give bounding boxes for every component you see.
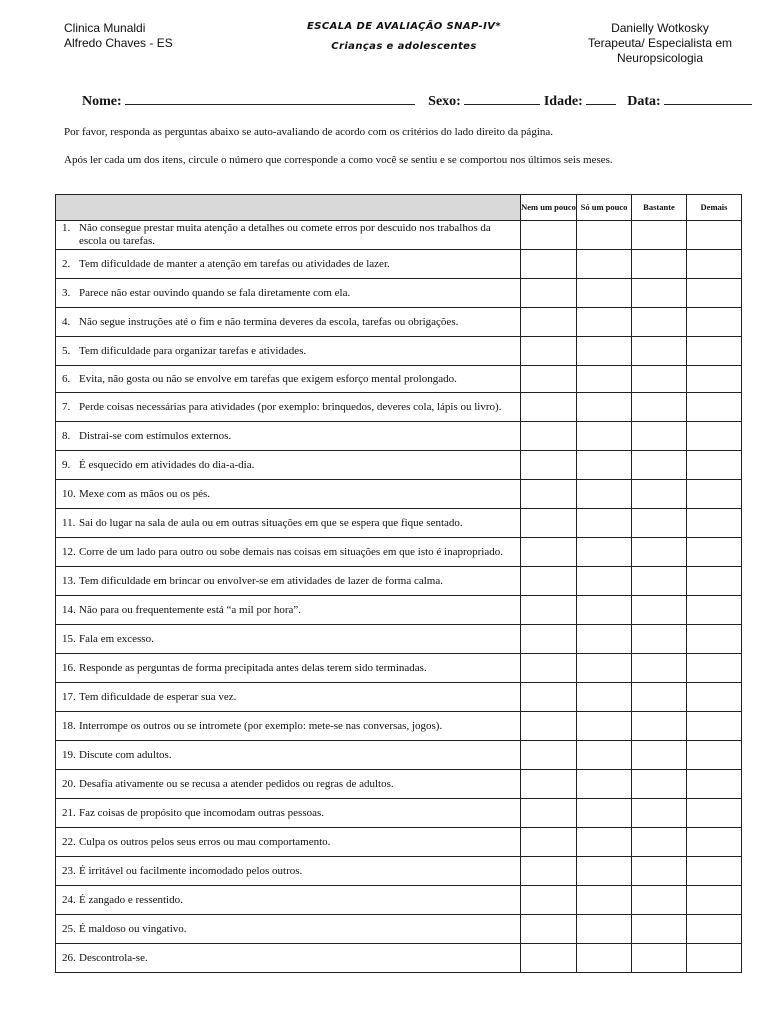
- question-cell: [56, 366, 521, 393]
- question-text: Discute com adultos.: [79, 748, 172, 761]
- question-number: 20.: [62, 777, 76, 790]
- question-number: 6.: [62, 372, 71, 385]
- table-row: [56, 857, 742, 886]
- answer-cell[interactable]: [632, 308, 687, 337]
- question-text: Tem dificuldade para organizar tarefas e atividades.: [79, 344, 307, 357]
- answer-cell[interactable]: [632, 279, 687, 308]
- question-number: 18.: [62, 719, 76, 732]
- question-text: Sai do lugar na sala de aula ou em outras situações em que se espera que fique sentado.: [79, 516, 463, 529]
- answer-cell[interactable]: [521, 451, 577, 480]
- answer-cell[interactable]: [521, 915, 577, 944]
- therapist-info: [572, 21, 748, 66]
- answer-cell[interactable]: [632, 422, 687, 451]
- question-text: Culpa os outros pelos seus erros ou mau comportamento.: [79, 835, 331, 848]
- answer-cell[interactable]: [632, 654, 687, 683]
- answer-cell[interactable]: [521, 279, 577, 308]
- answer-cell[interactable]: [687, 366, 742, 393]
- answer-cell[interactable]: [521, 683, 577, 712]
- answer-cell[interactable]: [632, 250, 687, 279]
- clinic-location: Alfredo Chaves - ES: [64, 36, 173, 50]
- answer-cell[interactable]: [632, 366, 687, 393]
- question-text: É maldoso ou vingativo.: [79, 922, 187, 935]
- question-text: É zangado e ressentido.: [79, 893, 183, 906]
- answer-cell[interactable]: [632, 625, 687, 654]
- question-number: 12.: [62, 545, 76, 558]
- answer-cell[interactable]: [632, 741, 687, 770]
- answer-cell[interactable]: [577, 770, 632, 799]
- question-number: 16.: [62, 661, 76, 674]
- answer-cell[interactable]: [687, 567, 742, 596]
- question-number: 15.: [62, 632, 76, 645]
- idade-blank[interactable]: [586, 92, 616, 105]
- therapist-title: Terapeuta/ Especialista em: [587, 36, 733, 50]
- question-number: 9.: [62, 458, 71, 471]
- answer-cell[interactable]: [521, 250, 577, 279]
- question-cell: [56, 770, 521, 799]
- table-row: [56, 393, 742, 422]
- answer-cell[interactable]: [577, 625, 632, 654]
- answer-cell[interactable]: [577, 567, 632, 596]
- document-title-block: [276, 20, 532, 54]
- question-number: 2.: [62, 257, 71, 270]
- question-number: 7.: [62, 400, 71, 413]
- table-row: [56, 538, 742, 567]
- answer-cell[interactable]: [521, 422, 577, 451]
- answer-cell[interactable]: [521, 944, 577, 973]
- answer-cell[interactable]: [687, 944, 742, 973]
- question-text: Perde coisas necessárias para atividades (por exemplo: brinquedos, deveres cola, lápis ou livro).: [79, 400, 502, 413]
- question-number: 13.: [62, 574, 76, 587]
- question-cell: [56, 683, 521, 712]
- patient-fields: [82, 92, 762, 111]
- answer-cell[interactable]: [632, 221, 687, 250]
- answer-cell[interactable]: [687, 279, 742, 308]
- question-cell: [56, 279, 521, 308]
- answer-cell[interactable]: [632, 770, 687, 799]
- data-blank[interactable]: [664, 92, 752, 105]
- question-cell: [56, 567, 521, 596]
- question-text: Tem dificuldade de esperar sua vez.: [79, 690, 237, 703]
- answer-cell[interactable]: [687, 538, 742, 567]
- table-header-row: [56, 195, 742, 221]
- answer-cell[interactable]: [632, 944, 687, 973]
- answer-cell[interactable]: [521, 366, 577, 393]
- question-number: 14.: [62, 603, 76, 616]
- question-number: 17.: [62, 690, 76, 703]
- idade-label: Idade:: [543, 94, 583, 109]
- answer-cell[interactable]: [577, 366, 632, 393]
- answer-cell[interactable]: [632, 683, 687, 712]
- question-text: Tem dificuldade em brincar ou envolver-se em atividades de lazer de forma calma.: [79, 574, 443, 587]
- answer-cell[interactable]: [577, 221, 632, 250]
- answer-cell[interactable]: [632, 480, 687, 509]
- answer-cell[interactable]: [521, 828, 577, 857]
- answer-cell[interactable]: [521, 770, 577, 799]
- question-cell: [56, 337, 521, 366]
- question-list: [56, 221, 742, 973]
- answer-cell[interactable]: [577, 422, 632, 451]
- question-number: 21.: [62, 806, 76, 819]
- table-row: [56, 944, 742, 973]
- table-row: [56, 828, 742, 857]
- question-number: 19.: [62, 748, 76, 761]
- answer-cell[interactable]: [521, 712, 577, 741]
- answer-cell[interactable]: [577, 393, 632, 422]
- answer-cell[interactable]: [521, 308, 577, 337]
- question-text: Responde as perguntas de forma precipitada antes delas terem sido terminadas.: [79, 661, 427, 674]
- question-number: 23.: [62, 864, 76, 877]
- question-cell: [56, 308, 521, 337]
- question-number: 3.: [62, 286, 71, 299]
- answer-cell[interactable]: [577, 480, 632, 509]
- question-text: Evita, não gosta ou não se envolve em tarefas que exigem esforço mental prolongado.: [79, 372, 457, 385]
- sexo-label: Sexo:: [428, 94, 461, 109]
- question-text: Corre de um lado para outro ou sobe demais nas coisas em situações em que isto é inapropriado.: [79, 545, 503, 558]
- column-header: Bastante: [632, 195, 687, 221]
- question-number: 1.: [62, 222, 71, 234]
- question-cell: [56, 451, 521, 480]
- answer-cell[interactable]: [632, 857, 687, 886]
- header-blank-cell: [56, 195, 521, 221]
- answer-cell[interactable]: [577, 741, 632, 770]
- answer-cell[interactable]: [687, 683, 742, 712]
- answer-cell[interactable]: [577, 538, 632, 567]
- instruction-2: Após ler cada um dos itens, circule o número que corresponde a como você se sentiu e se comportou nos últimos seis meses.: [64, 154, 613, 166]
- answer-cell[interactable]: [577, 250, 632, 279]
- answer-cell[interactable]: [577, 308, 632, 337]
- question-cell: [56, 944, 521, 973]
- answer-cell[interactable]: [632, 451, 687, 480]
- answer-cell[interactable]: [687, 393, 742, 422]
- answer-cell[interactable]: [577, 828, 632, 857]
- answer-cell[interactable]: [521, 741, 577, 770]
- question-text: Descontrola-se.: [79, 951, 148, 964]
- therapist-name: Danielly Wotkosky: [611, 21, 709, 35]
- question-text: É esquecido em atividades do dia-a-dia.: [79, 458, 255, 471]
- question-cell: [56, 828, 521, 857]
- answer-cell[interactable]: [521, 567, 577, 596]
- answer-cell[interactable]: [577, 596, 632, 625]
- answer-cell[interactable]: [687, 828, 742, 857]
- table-row: [56, 654, 742, 683]
- table-row: [56, 337, 742, 366]
- answer-cell[interactable]: [577, 886, 632, 915]
- table-row: [56, 250, 742, 279]
- document-subtitle: Crianças e adolescentes: [331, 41, 477, 52]
- table-row: [56, 308, 742, 337]
- answer-cell[interactable]: [687, 337, 742, 366]
- answer-cell[interactable]: [632, 886, 687, 915]
- table-row: [56, 422, 742, 451]
- question-text: Não para ou frequentemente está “a mil por hora”.: [79, 603, 302, 616]
- table-row: [56, 509, 742, 538]
- nome-label: Nome:: [82, 94, 122, 109]
- question-cell: [56, 250, 521, 279]
- answer-cell[interactable]: [521, 596, 577, 625]
- table-row: [56, 366, 742, 393]
- answer-cell[interactable]: [687, 741, 742, 770]
- answer-cell[interactable]: [577, 915, 632, 944]
- answer-cell[interactable]: [632, 596, 687, 625]
- answer-cell[interactable]: [687, 480, 742, 509]
- answer-cell[interactable]: [687, 799, 742, 828]
- clinic-info: [64, 21, 173, 51]
- answer-cell[interactable]: [577, 799, 632, 828]
- question-cell: [56, 654, 521, 683]
- question-cell: [56, 480, 521, 509]
- table-row: [56, 770, 742, 799]
- table-row: [56, 712, 742, 741]
- answer-cell[interactable]: [632, 915, 687, 944]
- answer-cell[interactable]: [632, 567, 687, 596]
- question-number: 4.: [62, 315, 71, 328]
- table-row: [56, 799, 742, 828]
- question-number: 11.: [62, 516, 76, 529]
- answer-cell[interactable]: [521, 886, 577, 915]
- question-cell: [56, 422, 521, 451]
- answer-cell[interactable]: [577, 712, 632, 741]
- answer-cell[interactable]: [577, 654, 632, 683]
- answer-cell[interactable]: [577, 944, 632, 973]
- answer-cell[interactable]: [521, 480, 577, 509]
- answer-cell[interactable]: [521, 538, 577, 567]
- answer-cell[interactable]: [687, 422, 742, 451]
- answer-cell[interactable]: [687, 770, 742, 799]
- table-row: [56, 741, 742, 770]
- column-header: Demais: [687, 195, 742, 221]
- question-number: 10.: [62, 487, 76, 500]
- question-cell: [56, 857, 521, 886]
- table-row: [56, 596, 742, 625]
- question-cell: [56, 915, 521, 944]
- question-text: Faz coisas de propósito que incomodam outras pessoas.: [79, 806, 325, 819]
- answer-cell[interactable]: [632, 538, 687, 567]
- table-row: [56, 279, 742, 308]
- table-row: [56, 567, 742, 596]
- answer-cell[interactable]: [687, 451, 742, 480]
- question-text: Não consegue prestar muita atenção a detalhes ou comete erros por descuido nos trabalhos da escola ou tarefas.: [79, 222, 491, 247]
- question-number: 25.: [62, 922, 76, 935]
- question-text: Desafia ativamente ou se recusa a atender pedidos ou regras de adultos.: [79, 777, 394, 790]
- table-row: [56, 221, 742, 250]
- answer-cell[interactable]: [687, 250, 742, 279]
- question-text: Tem dificuldade de manter a atenção em tarefas ou atividades de lazer.: [79, 257, 390, 270]
- snap-table: [55, 194, 742, 973]
- question-cell: [56, 886, 521, 915]
- answer-cell[interactable]: [577, 279, 632, 308]
- answer-cell[interactable]: [687, 625, 742, 654]
- answer-cell[interactable]: [521, 857, 577, 886]
- question-text: Mexe com as mãos ou os pés.: [79, 487, 211, 500]
- answer-cell[interactable]: [521, 654, 577, 683]
- answer-cell[interactable]: [632, 337, 687, 366]
- clinic-name: Clinica Munaldi: [64, 21, 146, 35]
- question-number: 8.: [62, 429, 71, 442]
- question-cell: [56, 741, 521, 770]
- column-header: Nem um pouco: [521, 195, 577, 221]
- answer-cell[interactable]: [521, 337, 577, 366]
- question-cell: [56, 799, 521, 828]
- data-label: Data:: [627, 94, 661, 109]
- question-cell: [56, 221, 521, 250]
- nome-blank[interactable]: [125, 92, 415, 105]
- question-text: Distrai-se com estímulos externos.: [79, 429, 232, 442]
- question-text: É irritável ou facilmente incomodado pelos outros.: [79, 864, 303, 877]
- question-text: Parece não estar ouvindo quando se fala diretamente com ela.: [79, 286, 351, 299]
- answer-cell[interactable]: [687, 596, 742, 625]
- column-header: Só um pouco: [577, 195, 632, 221]
- answer-cell[interactable]: [521, 221, 577, 250]
- answer-cell[interactable]: [687, 509, 742, 538]
- answer-cell[interactable]: [577, 337, 632, 366]
- answer-cell[interactable]: [687, 712, 742, 741]
- table-row: [56, 683, 742, 712]
- answer-cell[interactable]: [632, 509, 687, 538]
- table-row: [56, 625, 742, 654]
- answer-cell[interactable]: [687, 654, 742, 683]
- answer-cell[interactable]: [521, 509, 577, 538]
- answer-cell[interactable]: [687, 221, 742, 250]
- sexo-blank[interactable]: [464, 92, 540, 105]
- answer-cell[interactable]: [577, 683, 632, 712]
- question-number: 24.: [62, 893, 76, 906]
- question-cell: [56, 393, 521, 422]
- question-number: 26.: [62, 951, 76, 964]
- answer-cell[interactable]: [521, 393, 577, 422]
- question-text: Interrompe os outros ou se intromete (por exemplo: mete-se nas conversas, jogos).: [79, 719, 443, 732]
- answer-cell[interactable]: [687, 308, 742, 337]
- answer-cell[interactable]: [521, 799, 577, 828]
- question-cell: [56, 509, 521, 538]
- question-cell: [56, 596, 521, 625]
- answer-cell[interactable]: [687, 857, 742, 886]
- question-cell: [56, 712, 521, 741]
- question-text: Não segue instruções até o fim e não termina deveres da escola, tarefas ou obrigações.: [79, 315, 459, 328]
- table-row: [56, 480, 742, 509]
- answer-cell[interactable]: [632, 712, 687, 741]
- answer-cell[interactable]: [577, 509, 632, 538]
- instruction-1: Por favor, responda as perguntas abaixo se auto-avaliando de acordo com os critérios do lado direito da página.: [64, 126, 554, 138]
- question-text: Fala em excesso.: [79, 632, 154, 645]
- therapist-specialty: Neuropsicologia: [616, 51, 704, 65]
- question-number: 22.: [62, 835, 76, 848]
- question-cell: [56, 538, 521, 567]
- table-row: [56, 451, 742, 480]
- table-row: [56, 886, 742, 915]
- question-cell: [56, 625, 521, 654]
- answer-cell[interactable]: [632, 393, 687, 422]
- answer-cell[interactable]: [687, 886, 742, 915]
- table-row: [56, 915, 742, 944]
- question-number: 5.: [62, 344, 71, 357]
- answer-cell[interactable]: [577, 451, 632, 480]
- answer-cell[interactable]: [521, 625, 577, 654]
- answer-cell[interactable]: [687, 915, 742, 944]
- document-title: ESCALA DE AVALIAÇÃO SNAP-IV*: [307, 21, 501, 32]
- answer-cell[interactable]: [632, 828, 687, 857]
- answer-cell[interactable]: [577, 857, 632, 886]
- answer-cell[interactable]: [632, 799, 687, 828]
